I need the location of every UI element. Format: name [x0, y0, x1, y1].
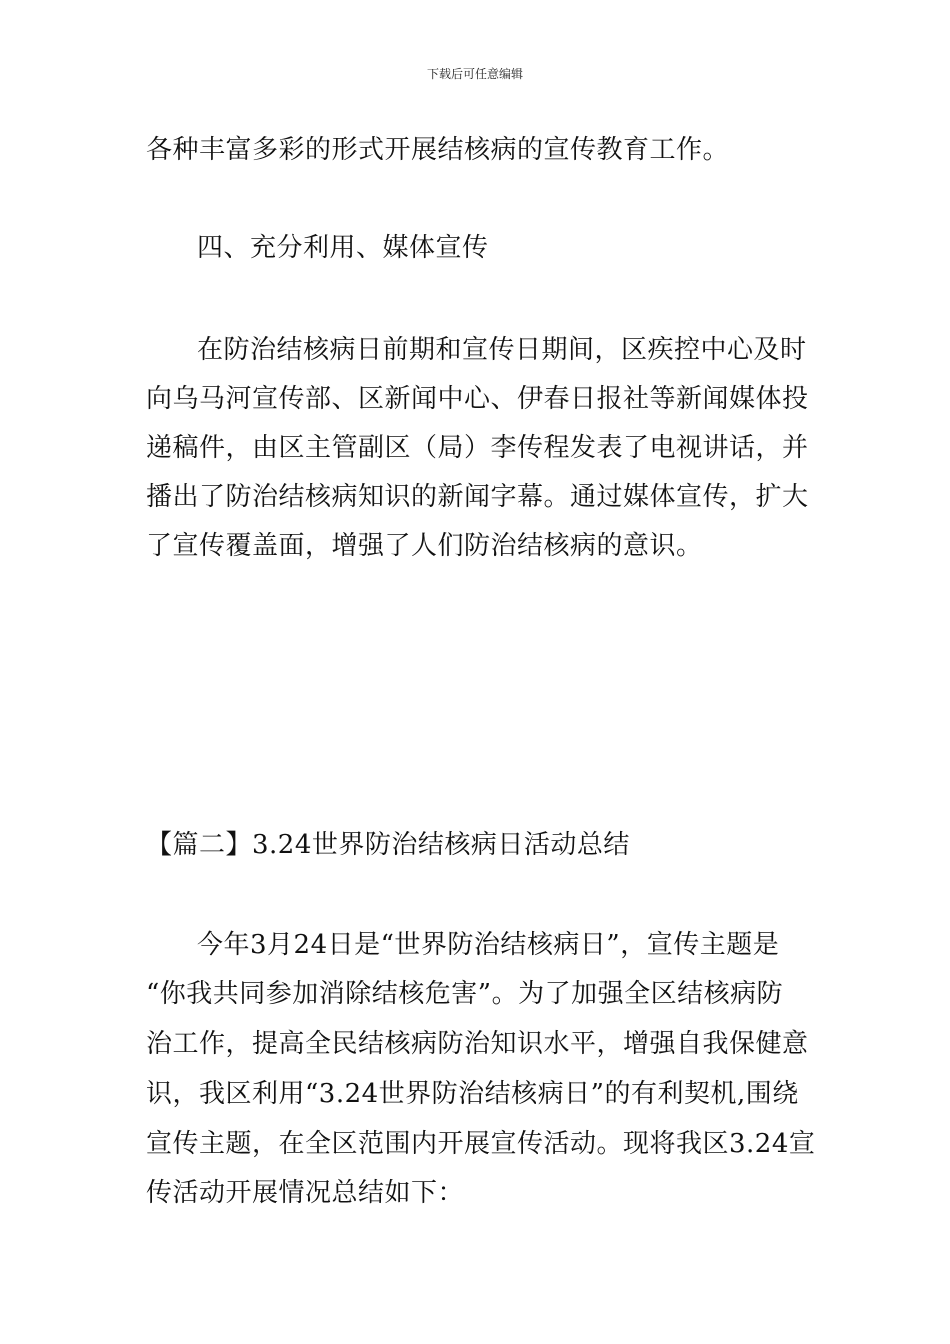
paragraph-line: 识，我区利用“3.24世界防治结核病日”的有利契机,围绕 [146, 1079, 799, 1109]
paragraph-line: 向乌马河宣传部、区新闻中心、伊春日报社等新闻媒体投 [146, 384, 809, 414]
paragraph-line: 播出了防治结核病知识的新闻字幕。通过媒体宣传，扩大 [146, 482, 809, 512]
paragraph-line: 各种丰富多彩的形式开展结核病的宣传教育工作。 [146, 135, 730, 165]
paragraph-line: 今年3月24日是“世界防治结核病日”，宣传主题是 [197, 930, 780, 960]
paragraph-line: 传活动开展情况总结如下： [146, 1178, 465, 1208]
section-heading: 四、充分利用、媒体宣传 [197, 233, 489, 263]
paragraph-line: 宣传主题，在全区范围内开展宣传活动。现将我区3.24宣 [146, 1129, 816, 1159]
paragraph-line: “你我共同参加消除结核危害”。为了加强全区结核病防 [146, 979, 784, 1009]
paragraph-line: 治工作，提高全民结核病防治知识水平，增强自我保健意 [146, 1029, 809, 1059]
paragraph-line: 在防治结核病日前期和宣传日期间，区疾控中心及时 [197, 335, 807, 365]
page-header-note: 下载后可任意编辑 [426, 67, 523, 81]
paragraph-line: 了宣传覆盖面，增强了人们防治结核病的意识。 [146, 531, 703, 561]
article-title: 【篇二】3.24世界防治结核病日活动总结 [146, 830, 630, 860]
paragraph-line: 递稿件，由区主管副区（局）李传程发表了电视讲话，并 [146, 433, 809, 463]
